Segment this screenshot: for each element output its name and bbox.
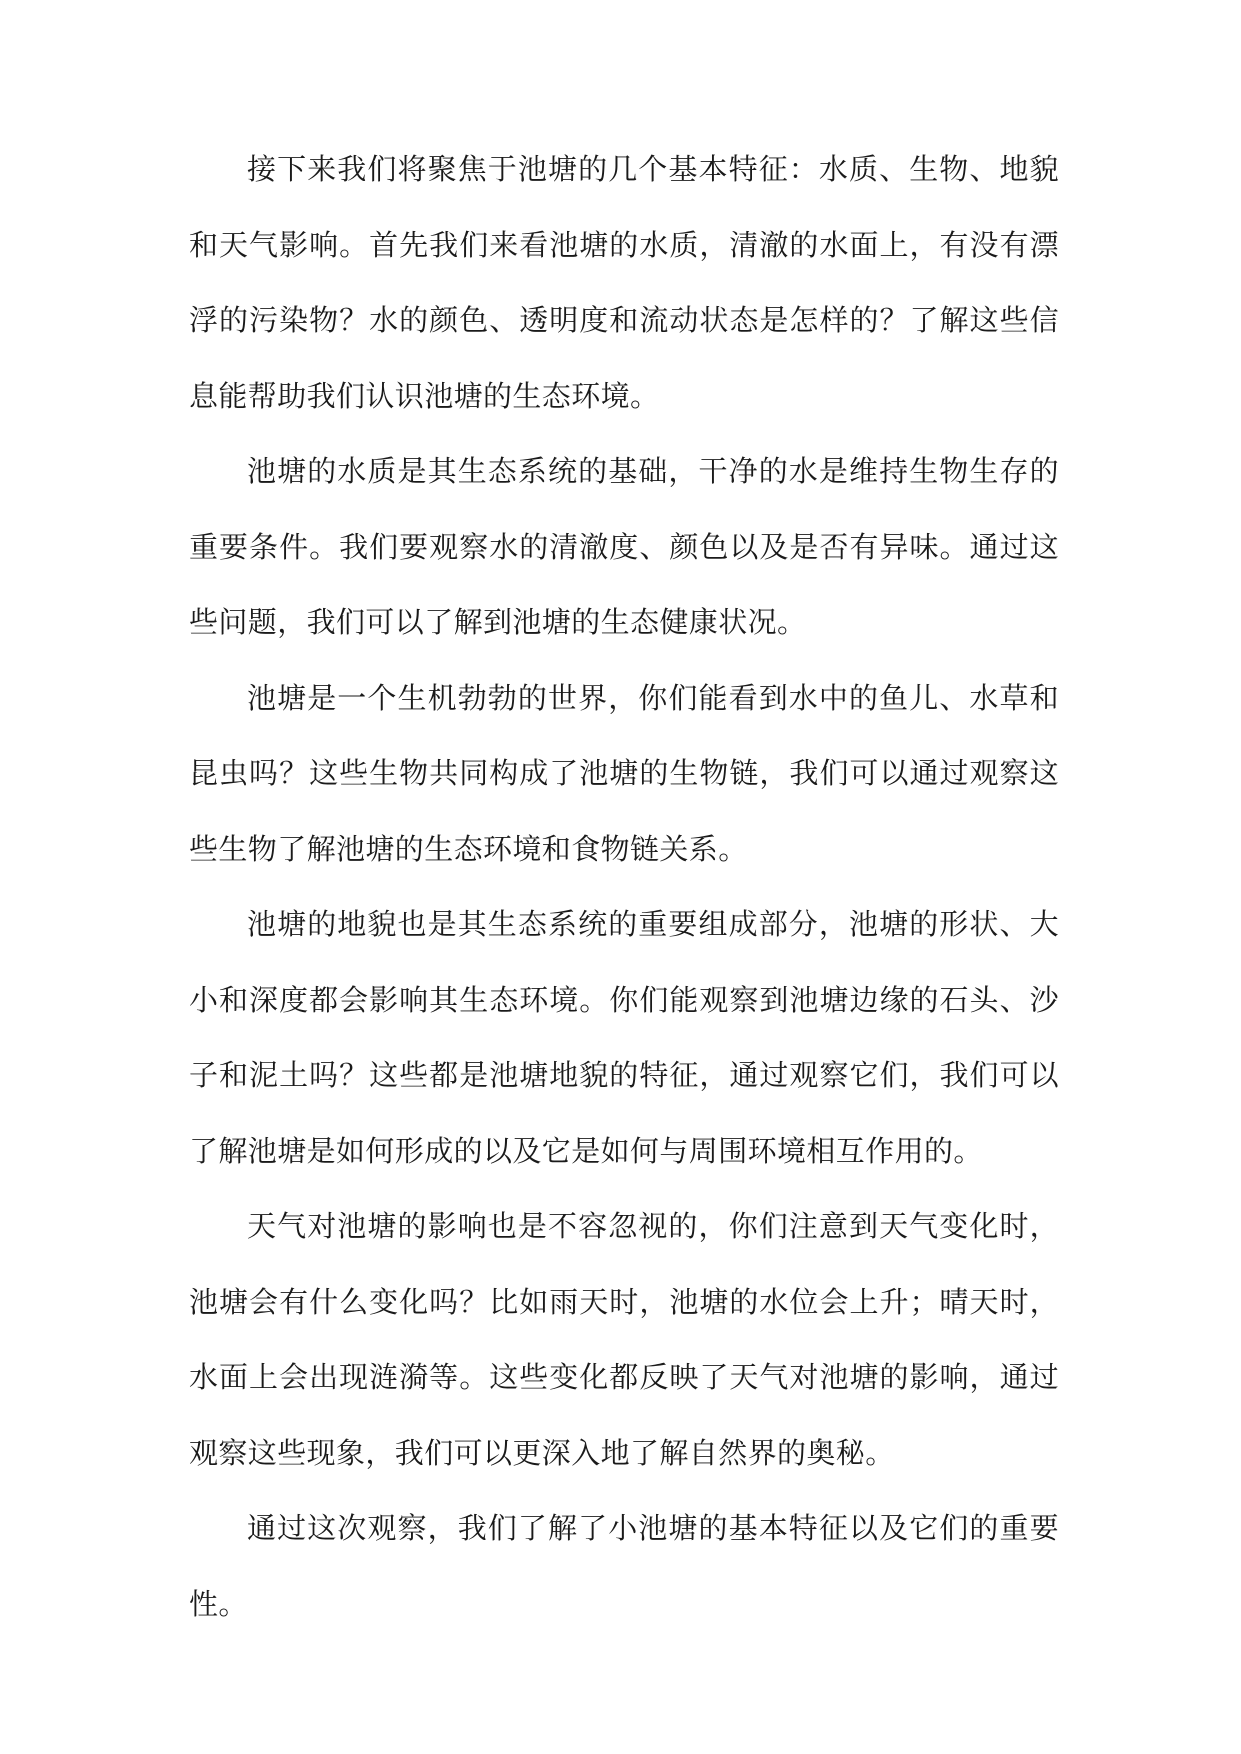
- paragraph-conclusion: 通过这次观察，我们了解了小池塘的基本特征以及它们的重要性。: [189, 1511, 1059, 1621]
- paragraph-organisms: 池塘是一个生机勃勃的世界，你们能看到水中的鱼儿、水草和昆虫吗？这些生物共同构成了池塘的生物链，我们可以通过观察这些生物了解池塘的生态环境和食物链关系。: [189, 680, 1059, 866]
- paragraph-landform: 池塘的地貌也是其生态系统的重要组成部分，池塘的形状、大小和深度都会影响其生态环境。你们能观察到池塘边缘的石头、沙子和泥土吗？这些都是池塘地貌的特征，通过观察它们，我们可以了解池塘是如何形成的以及它是如何与周围环境相互作用的。: [189, 907, 1059, 1168]
- document-body: [189, 132, 1059, 1642]
- paragraph-weather: 天气对池塘的影响也是不容忽视的，你们注意到天气变化时，池塘会有什么变化吗？比如雨天时，池塘的水位会上升；晴天时，水面上会出现涟漪等。这些变化都反映了天气对池塘的影响，通过观察这些现象，我们可以更深入地了解自然界的奥秘。: [189, 1209, 1059, 1470]
- paragraph-water-quality-intro: 接下来我们将聚焦于池塘的几个基本特征：水质、生物、地貌和天气影响。首先我们来看池塘的水质，清澈的水面上，有没有漂浮的污染物？水的颜色、透明度和流动状态是怎样的？了解这些信息能帮助我们认识池塘的生态环境。: [189, 152, 1059, 413]
- paragraph-water-quality-basis: 池塘的水质是其生态系统的基础，干净的水是维持生物生存的重要条件。我们要观察水的清澈度、颜色以及是否有异味。通过这些问题，我们可以了解到池塘的生态健康状况。: [189, 454, 1059, 639]
